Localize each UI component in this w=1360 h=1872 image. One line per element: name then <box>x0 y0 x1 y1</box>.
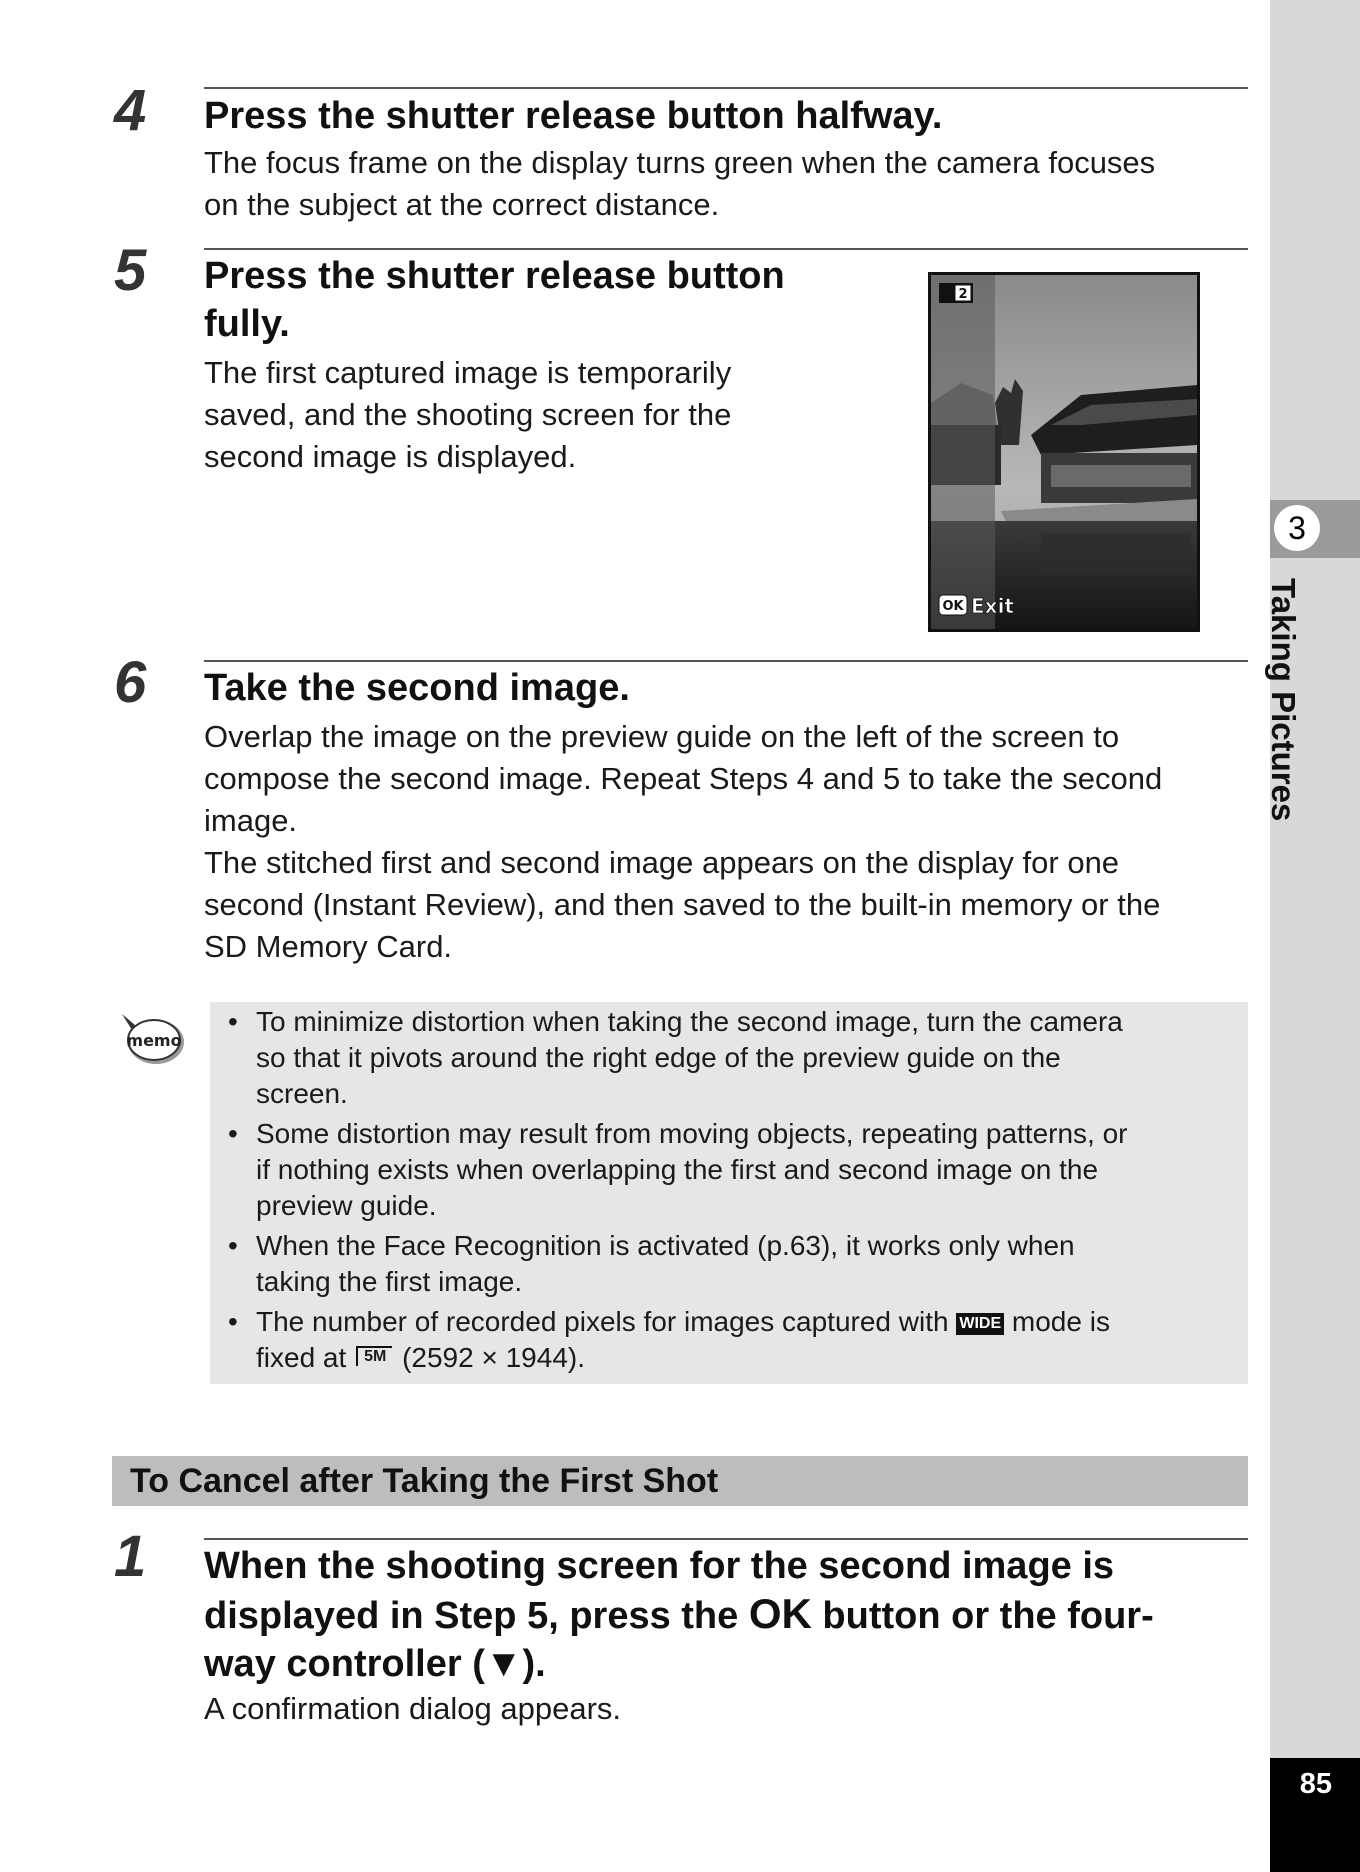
step-1-title-line <box>204 1590 1154 1640</box>
memo-item-line <box>256 1340 1236 1376</box>
memo-item-line: taking the first image. <box>256 1266 523 1297</box>
step-1-title-text: button or the four- <box>811 1595 1154 1637</box>
step-6-body <box>204 716 1162 968</box>
memo-item-line: screen. <box>256 1078 348 1109</box>
memo-text: (2592 × 1944). <box>394 1342 585 1373</box>
memo-item-line: Some distortion may result from moving objects, repeating patterns, or <box>256 1118 1128 1149</box>
bullet: • <box>228 1006 238 1037</box>
step-4-body-line: The focus frame on the display turns green when the camera focuses <box>204 145 1156 180</box>
memo-item <box>226 1228 1236 1300</box>
memo-item <box>226 1004 1236 1112</box>
step-1-number: 1 <box>114 1524 147 1589</box>
step-6-rule <box>204 660 1248 662</box>
memo-item-line: preview guide. <box>256 1190 437 1221</box>
step-5-title-line: fully. <box>204 303 290 345</box>
ok-button-label: OK <box>748 1590 812 1637</box>
memo-item-line <box>256 1304 1236 1340</box>
memo-item-line: When the Face Recognition is activated (p.63), it works only when <box>256 1230 1075 1261</box>
section-title: To Cancel after Taking the First Shot <box>130 1462 719 1500</box>
step-5-title <box>204 252 785 348</box>
memo-item-line: if nothing exists when overlapping the first and second image on the <box>256 1154 1099 1185</box>
step-6-body-line: compose the second image. Repeat Steps 4 and 5 to take the second <box>204 761 1163 796</box>
side-strip <box>1270 0 1360 1872</box>
memo-icon <box>116 1010 188 1066</box>
step-4-body-line: on the subject at the correct distance. <box>204 187 720 222</box>
memo-text: fixed at <box>256 1342 355 1373</box>
recorded-pixels-icon: 5M <box>356 1346 392 1366</box>
memo-text: mode is <box>1004 1306 1110 1337</box>
step-5-title-line: Press the shutter release button <box>204 255 785 297</box>
step-4-number: 4 <box>114 78 147 143</box>
step-1-rule <box>204 1538 1248 1540</box>
bullet: • <box>228 1306 238 1337</box>
step-1-body: A confirmation dialog appears. <box>204 1691 622 1726</box>
memo-text: The number of recorded pixels for images captured with <box>256 1306 957 1337</box>
step-6-body-line: image. <box>204 803 298 838</box>
step-1-title-line: When the shooting screen for the second image is <box>204 1545 1115 1587</box>
step-6-body-line: SD Memory Card. <box>204 929 453 964</box>
chapter-number: 3 <box>1274 505 1320 551</box>
panorama-preview-image <box>931 275 1197 629</box>
step-6-number: 6 <box>114 650 147 715</box>
memo-item-line: To minimize distortion when taking the second image, turn the camera <box>256 1006 1123 1037</box>
memo-list <box>226 1004 1236 1380</box>
camera-screen-illustration <box>928 272 1200 632</box>
step-5-body-line: second image is displayed. <box>204 439 577 474</box>
step-1-title-line: way controller (▼). <box>204 1643 546 1685</box>
memo-item <box>226 1304 1236 1376</box>
step-4-body <box>204 142 1155 226</box>
bullet: • <box>228 1230 238 1261</box>
step-1-title <box>204 1542 1154 1688</box>
memo-icon-label: memo <box>126 1031 182 1050</box>
step-5-body-line: saved, and the shooting screen for the <box>204 397 732 432</box>
step-5-body <box>204 352 731 478</box>
frame-indicator-number: 2 <box>958 287 968 302</box>
exit-label: Exit <box>971 594 1014 618</box>
step-5-number: 5 <box>114 238 147 303</box>
step-1-title-text: displayed in Step 5, press the <box>204 1595 749 1637</box>
wide-mode-icon: WIDE <box>956 1313 1004 1335</box>
step-4-title: Press the shutter release button halfway. <box>204 95 943 137</box>
step-5-rule <box>204 248 1248 250</box>
page-number: 85 <box>1299 1768 1332 1800</box>
chapter-title: Taking Pictures <box>1265 578 1302 822</box>
step-6-body-line: second (Instant Review), and then saved to the built-in memory or the <box>204 887 1161 922</box>
preview-guide <box>931 275 995 629</box>
step-5-body-line: The first captured image is temporarily <box>204 355 732 390</box>
step-4-rule <box>204 87 1248 89</box>
pavilion-windows <box>1051 465 1191 487</box>
memo-item-line: so that it pivots around the right edge of the preview guide on the <box>256 1042 1061 1073</box>
step-6-title: Take the second image. <box>204 667 630 709</box>
ok-label: OK <box>942 599 964 614</box>
reflection <box>1041 533 1191 573</box>
bullet: • <box>228 1118 238 1149</box>
memo-item <box>226 1116 1236 1224</box>
step-6-body-line: The stitched first and second image appears on the display for one <box>204 845 1120 880</box>
step-6-body-line: Overlap the image on the preview guide on the left of the screen to <box>204 719 1120 754</box>
